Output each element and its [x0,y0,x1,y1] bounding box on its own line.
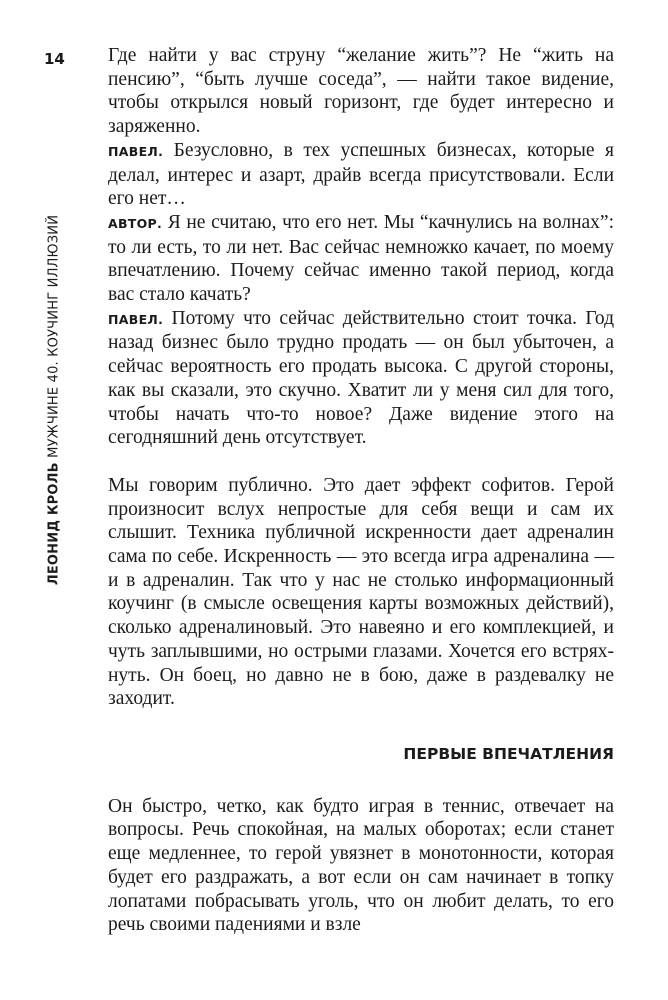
running-head-author: ЛЕОНИД КРОЛЬ [46,462,62,586]
running-head-title: МУЖЧИНЕ 40. КОУЧИНГ ИЛЛЮЗИЙ [46,214,62,458]
dialogue-paragraph [108,139,614,211]
speaker-label: АВТОР. [108,215,163,231]
page-number: 14 [44,50,65,68]
speaker-label: ПАВЕЛ. [108,311,164,327]
section-heading: ПЕРВЫЕ ВПЕЧАТЛЕНИЯ [403,744,614,763]
dialogue-paragraph [108,44,614,139]
speaker-label: ПАВЕЛ. [108,143,164,159]
main-text [108,44,614,937]
dialogue-text: Я не считаю, что его нет. Мы “качнулись на волнах”: то ли есть, то ли нет. Вас сейчас немножко качает, по моему впечатлению. Почему сейчас именно такой период, когда вас стало качать? [108,211,614,306]
dialogue-text: Потому что сейчас действительно стоит точка. Год назад бизнес было трудно продать — он был убыточен, а сейчас вероятность его продать высока. С другой стороны, как вы сказали, это скучно. Хватит ли у меня сил для того, чтобы начать что-то новое? Даже видение этого на сегодняшний день отсутствует. [108,307,615,449]
dialogue-paragraph [108,307,614,450]
dialogue-paragraph [108,211,614,307]
commentary-paragraph: Мы говорим публично. Это дает эффект софитов. Герой произносит вслух непростые для себя вещи и сам их слышит. Техника публичной искренности дает адреналин сама по себе. Искренность — это всегда игра адреналина — и в адреналин. Так что у нас не столько информационный коучинг (в смысле освещения карты возможных действий), сколько адреналиновый. Это навеяно и его комплекцией, и чуть заплывшими, но острыми глазами. Хочется его встряхнуть. Он боец, но давно не в бою, даже в раздевалку не заходит. [108,474,614,710]
dialogue-text: Где найти у вас струну “желание жить”? Не “жить на пенсию”, “быть лучше соседа”, — найти такое видение, чтобы открылся новый горизонт, где будет интересно и заряженно. [108,45,614,138]
section-paragraph: Он быстро, четко, как будто играя в теннис, отвечает на вопросы. Речь спокойная, на малых оборотах; если станет еще медленнее, то герой увязнет в монотонности, которая будет его раздражать, а вот если он сам начинает в топку лопатами побрасывать уголь, что он любит делать, то его речь своими падениями и взле [108,795,614,936]
paragraph-gap [108,450,614,474]
dialogue-text: Безусловно, в тех успешных бизнесах, которые я делал, интерес и азарт, драйв всегда присутствовали. Если его нет… [108,139,614,210]
running-head [47,215,62,585]
